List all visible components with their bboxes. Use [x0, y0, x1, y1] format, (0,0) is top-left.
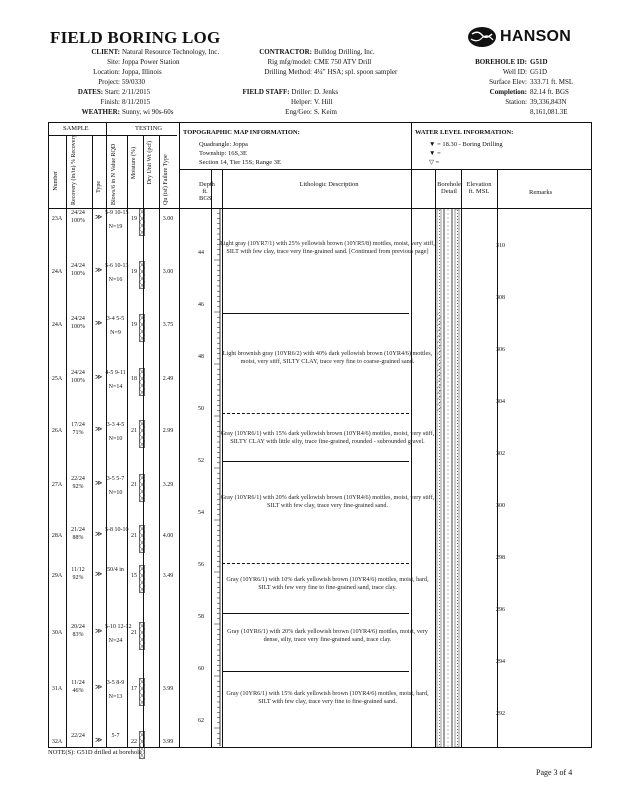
sample-n-value: N=13	[108, 694, 123, 700]
depth-label: 56	[198, 562, 204, 568]
sampler-type-icon: ≫	[95, 319, 103, 327]
remarks-header: Remarks	[529, 189, 553, 196]
sample-blows: 50/4 in	[107, 567, 124, 573]
sample-recovery: 20/24	[71, 624, 85, 630]
table-row	[48, 624, 178, 654]
project-value: 59/0330	[122, 78, 145, 86]
station2-value: 8,161,081.3E	[530, 108, 568, 116]
litho-header: Lithologic Description	[299, 181, 359, 188]
sample-recovery-pct: 100%	[71, 271, 85, 277]
sample-number: 31A	[51, 686, 63, 692]
client-label: CLIENT:	[91, 48, 120, 56]
sample-qu: 2.99	[162, 428, 174, 434]
site-label: Site:	[107, 58, 120, 66]
location-value: Joppa, Illinois	[122, 68, 162, 76]
sample-blows: 4-5 9-11	[105, 370, 126, 376]
sample-recovery-pct: 100%	[71, 324, 85, 330]
sample-recovery: 11/12	[71, 567, 85, 573]
sample-blows: 5-6 10-13	[105, 263, 129, 269]
helper-label: Helper:	[291, 98, 312, 106]
rig-value: CME 750 ATV Drill	[314, 58, 372, 66]
sample-blows: 3-4 5-5	[106, 316, 125, 322]
elevation-label: 296	[496, 607, 505, 613]
sampler-type-icon: ≫	[95, 683, 103, 691]
depth-label: 46	[198, 302, 204, 308]
sample-blows: 5-8 10-10	[105, 527, 129, 533]
sample-moisture: 15	[131, 573, 137, 579]
sample-qu: 3.00	[162, 216, 174, 222]
water-level-2: =	[437, 150, 441, 157]
depth-label: 58	[198, 614, 204, 620]
client-value: Natural Resource Technology, Inc.	[122, 48, 220, 56]
elevation-label: 308	[496, 295, 505, 301]
water-level-icon: ▼	[429, 141, 436, 148]
well-label: Well ID:	[502, 68, 527, 76]
depth-label: 48	[198, 354, 204, 360]
elevation-label: 306	[496, 347, 505, 353]
sample-recovery: 22/24	[71, 476, 85, 482]
table-row	[48, 476, 178, 506]
sample-qu: 3.99	[162, 739, 174, 745]
sampler-type-icon: ≫	[95, 530, 103, 538]
eng-label: Eng/Geo:	[285, 108, 312, 116]
sampler-type-icon: ≫	[95, 479, 103, 487]
elevation-label: 302	[496, 451, 505, 457]
testing-header: TESTING	[135, 125, 163, 132]
completion-value: 82.14 ft. BGS	[530, 88, 569, 96]
method-value: 4¼" HSA; spl. spoon sampler	[314, 68, 398, 76]
table-row	[48, 733, 178, 763]
sample-number: 25A	[51, 376, 63, 382]
sample-moisture: 21	[131, 533, 137, 539]
sample-moisture: 19	[131, 322, 137, 328]
col-qu-header: Qu (tsf) Failure Type	[163, 154, 169, 205]
sampler-type-icon: ≫	[95, 736, 103, 744]
depth-label: 62	[198, 718, 204, 724]
litho-description-1: Light gray (10YR7/1) with 25% yellowish brown (10YR5/8) mottles, moist, very stiff, SILT with few clay, trace very fine-grained sand. [Continued from previous page]	[220, 240, 435, 255]
sample-moisture: 19	[131, 269, 137, 275]
table-row	[48, 316, 178, 346]
sample-blows: 5-10 12-12	[105, 624, 132, 630]
sample-moisture: 21	[131, 482, 137, 488]
contractor-value: Bulldog Drilling, Inc.	[314, 48, 375, 56]
recovery-box-icon	[139, 314, 145, 342]
sample-moisture: 19	[131, 216, 137, 222]
sample-number: 30A	[51, 630, 63, 636]
table-row	[48, 680, 178, 710]
depth-label: 54	[198, 510, 204, 516]
sample-qu: 3.75	[162, 322, 174, 328]
start-value: 2/11/2015	[122, 88, 151, 96]
sampler-type-icon: ≫	[95, 425, 103, 433]
sample-number: 29A	[51, 573, 63, 579]
col-moisture-header: Moisture (%)	[131, 147, 137, 180]
sample-recovery-pct: 71%	[72, 430, 84, 436]
page-title: FIELD BORING LOG	[50, 28, 221, 47]
sample-recovery: 24/24	[71, 263, 85, 269]
elevation-label: 294	[496, 659, 505, 665]
sample-recovery-pct: 100%	[71, 218, 85, 224]
sample-moisture: 21	[131, 428, 137, 434]
sample-n-value: N=24	[108, 638, 123, 644]
elevation-label: 304	[496, 399, 505, 405]
sample-qu: 3.00	[162, 269, 174, 275]
sample-qu: 3.99	[162, 686, 174, 692]
driller-value: D. Jenks	[314, 88, 339, 96]
project-label: Project:	[98, 78, 120, 86]
depth-label: 52	[198, 458, 204, 464]
col-blows-header: Blows/6 in N Value RQD	[111, 143, 117, 205]
station-value: 39,336,843N	[530, 98, 567, 106]
recovery-box-icon	[139, 261, 145, 289]
depth-label: 60	[198, 666, 204, 672]
table-row	[48, 210, 178, 240]
litho-description-4: Gray (10YR6/1) with 20% dark yellowish brown (10YR4/6) mottles, moist, very stiff, SILT with few clay, trace very fine-grained sand.	[220, 494, 435, 509]
recovery-box-icon	[139, 622, 145, 650]
notes: NOTE(S): G51D drilled at borehole	[48, 749, 142, 756]
sample-number: 26A	[51, 428, 63, 434]
location-label: Location:	[93, 68, 120, 76]
sample-number: 28A	[51, 533, 63, 539]
sampler-type-icon: ≫	[95, 266, 103, 274]
sample-number: 24A	[51, 322, 63, 328]
litho-description-7: Gray (10YR6/1) with 15% dark yellowish brown (10YR4/6) mottles, moist, hard, SILT with few clay, trace very fine to fine-grained sand.	[226, 690, 429, 705]
contractor-label: CONTRACTOR:	[259, 48, 312, 56]
elevation-label: 298	[496, 555, 505, 561]
globe-logo-icon	[466, 26, 498, 48]
weather-label: WEATHER:	[81, 108, 120, 116]
recovery-box-icon	[139, 525, 145, 553]
sample-recovery-pct: 100%	[71, 378, 85, 384]
well-value: G51D	[530, 68, 548, 76]
site-value: Joppa Power Station	[122, 58, 180, 66]
col-type-header: Type	[96, 181, 102, 193]
water-level-1: = 18.30 - Boring Drilling	[437, 141, 503, 148]
sample-qu: 4.00	[162, 533, 174, 539]
helper-value: V. Hill	[314, 98, 333, 106]
sampler-type-icon: ≫	[95, 627, 103, 635]
sample-number: 24A	[51, 269, 63, 275]
sample-recovery-pct: 88%	[72, 535, 84, 541]
sample-recovery: 17/24	[71, 422, 85, 428]
elevation-label: 300	[496, 503, 505, 509]
sample-n-value: N=10	[108, 490, 123, 496]
litho-description-5: Gray (10YR6/1) with 10% dark yellowish brown (10YR4/6) mottles, moist, hard, SILT with few very fine to fine-grained sand, trace clay.	[226, 576, 429, 591]
table-row	[48, 422, 178, 452]
litho-description-6: Gray (10YR6/1) with 20% dark yellowish brown (10YR4/6) mottles, moist, very dense, silty, trace very fine-grained sand, trace clay.	[227, 628, 428, 643]
table-row	[48, 370, 178, 400]
sample-n-value: N=10	[108, 436, 123, 442]
elevation-label: 310	[496, 243, 505, 249]
water-title: WATER LEVEL INFORMATION:	[415, 129, 514, 136]
sample-blows: 3-5 5-7	[106, 476, 125, 482]
sample-recovery-pct: 46%	[72, 688, 84, 694]
depth-axis	[214, 208, 222, 746]
litho-description-3: Gray (10YR6/1) with 15% dark yellowish brown (10YR4/6) mottles, moist, very stiff, SILTY CLAY with little silty, trace fine-grained, rounded - subrounded gravel.	[220, 430, 435, 445]
recovery-box-icon	[139, 678, 145, 706]
col-recovery-header: Recovery (in/in) % Recovery	[71, 134, 77, 205]
station-label: Station:	[505, 98, 527, 106]
page-number: Page 3 of 4	[536, 768, 573, 777]
topo-township: Township: 16S,3E	[199, 150, 247, 157]
sample-moisture: 21	[131, 630, 137, 636]
surface-value: 333.71 ft. MSL	[530, 78, 574, 86]
sample-number: 27A	[51, 482, 63, 488]
sampler-type-icon: ≫	[95, 570, 103, 578]
dates-label: DATES:	[77, 88, 104, 96]
finish-label: Finish:	[100, 98, 120, 106]
table-row	[48, 263, 178, 293]
depth-label: 44	[198, 250, 204, 256]
recovery-box-icon	[139, 208, 145, 236]
start-label: Start:	[104, 88, 120, 96]
rig-label: Rig mfg/model:	[267, 58, 312, 66]
sample-moisture: 18	[131, 376, 137, 382]
sample-recovery: 24/24	[71, 316, 85, 322]
depth-label: 50	[198, 406, 204, 412]
eng-value: S. Keim	[314, 108, 337, 116]
table-row	[48, 567, 178, 597]
sample-blows: 5-9 10-15	[105, 210, 129, 216]
col-number-header: Number	[53, 171, 59, 191]
sample-recovery: 24/24	[71, 370, 85, 376]
depth-header: Depth ft. BGS	[199, 181, 215, 202]
elevation-header: Elevation ft. MSL	[466, 181, 492, 195]
borehole-label: BOREHOLE ID:	[475, 58, 527, 66]
sample-blows: 5-7	[111, 733, 120, 739]
sample-header: SAMPLE	[63, 125, 89, 132]
sample-recovery-pct: 83%	[72, 632, 84, 638]
sample-recovery: 11/24	[71, 680, 85, 686]
elevation-label: 292	[496, 711, 505, 717]
topo-title: TOPOGRAPHIC MAP INFORMATION:	[183, 129, 300, 136]
weather-value: Sunny, wi 90s-60s	[122, 108, 174, 116]
sampler-type-icon: ≫	[95, 373, 103, 381]
water-level-icon: ▼	[429, 150, 436, 157]
sample-recovery: 22/24	[71, 733, 85, 739]
col-dry-header: Dry Unit Wt (pcf)	[147, 141, 153, 185]
sample-qu: 3.29	[162, 482, 174, 488]
brand-name: HANSON	[500, 28, 572, 45]
recovery-box-icon	[139, 474, 145, 502]
sample-n-value: N=16	[108, 277, 123, 283]
recovery-box-icon	[139, 420, 145, 448]
sampler-type-icon: ≫	[95, 213, 103, 221]
borehole-detail-header: Borehole Detail	[437, 181, 461, 195]
table-row	[48, 527, 178, 557]
method-label: Drilling Method:	[264, 68, 312, 76]
finish-value: 8/11/2015	[122, 98, 151, 106]
water-level-icon: ▽	[429, 159, 434, 166]
recovery-box-icon	[139, 368, 145, 396]
topo-section: Section 14, Tier 15S; Range 3E	[199, 159, 281, 166]
borehole-value: G51D	[530, 58, 548, 66]
sample-n-value: N=19	[108, 224, 123, 230]
sample-recovery: 21/24	[71, 527, 85, 533]
sample-moisture: 22	[131, 739, 137, 745]
recovery-box-icon	[139, 565, 145, 593]
driller-label: Driller:	[291, 88, 312, 96]
topo-quad: Quadrangle: Joppa	[199, 141, 248, 148]
well-construction-diagram	[435, 209, 461, 747]
sample-recovery-pct: 92%	[72, 484, 84, 490]
sample-qu: 3.49	[162, 573, 174, 579]
sample-blows: 3-3 4-5	[106, 422, 125, 428]
sample-recovery-pct: 92%	[72, 575, 84, 581]
litho-description-2: Light brownish gray (10YR6/2) with 40% dark yellowish brown (10YR4/6) mottles, moist, very stiff, SILTY CLAY, trace very fine to coarse-grained sand.	[222, 350, 433, 365]
sample-n-value: N=14	[108, 384, 123, 390]
sample-number: 32A	[51, 739, 63, 745]
completion-label: Completion:	[489, 88, 527, 96]
staff-label: FIELD STAFF:	[242, 88, 290, 96]
sample-n-value: N=9	[110, 330, 121, 336]
sample-number: 23A	[51, 216, 63, 222]
sample-blows: 3-5 8-9	[106, 680, 125, 686]
sample-qu: 2.49	[162, 376, 174, 382]
water-level-3: =	[435, 159, 440, 166]
surface-label: Surface Elev:	[489, 78, 527, 86]
sample-moisture: 17	[131, 686, 137, 692]
sample-recovery: 24/24	[71, 210, 85, 216]
